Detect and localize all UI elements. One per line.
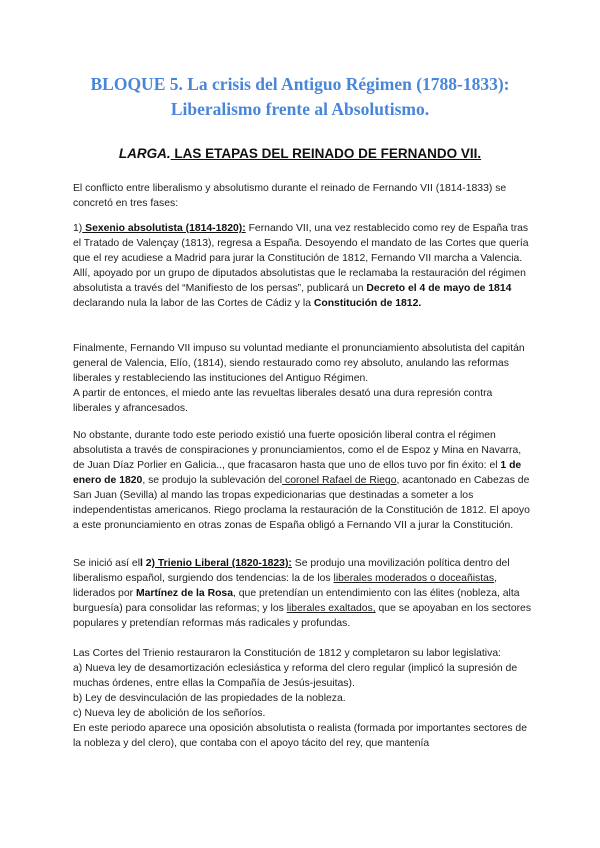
p1-heading: Sexenio absolutista (1814-1820): — [82, 223, 246, 234]
p4-heading: Trienio Liberal (1820-1823): — [155, 558, 292, 569]
p4-number: l 2) — [140, 558, 156, 569]
paragraph-sexenio — [73, 221, 533, 311]
p4-text-3: , liderados por — [73, 573, 497, 599]
p4-exaltados-link[interactable]: liberales exaltados, — [286, 603, 376, 614]
section-subtitle — [72, 146, 528, 161]
p5-closing: En este periodo aparece una oposición absolutista o realista (formada por importantes sectores de la nobleza y del clero), que contaba con el apoyo tácito del rey, que mantenía — [73, 723, 527, 749]
paragraph-restauracion — [73, 341, 533, 416]
p5-item-c: c) Nueva ley de abolición de los señoríos. — [73, 708, 266, 719]
p4-moderados-link[interactable]: liberales moderados o doceañistas — [333, 573, 495, 584]
p1-text-1: Fernando VII, una vez restablecido como rey de España tras el Tratado de Valençay (1813), regresa a España. Desoyendo el mandato de las Cortes que quería que el rey acudiese a Madrid para jurar la Constitución de 1812, Fernando VII marcha a Valencia. Allí, apoyado por un grupo de diputados absolutistas que le reclamaba la restauración del régimen absolutista a través del “Manifiesto de los persas”, publicará un — [73, 223, 529, 294]
p4-bold-martinez: Martínez de la Rosa — [135, 588, 233, 599]
intro-paragraph: El conflicto entre liberalismo y absolutismo durante el reinado de Fernando VII (1814-1833) se concretó en tres fases: — [73, 183, 507, 209]
p3-text-1: No obstante, durante todo este periodo existió una fuerte oposición liberal contra el régimen absolutista a través de conspiraciones y pronunciamientos, como el de Espoz y Mina en Navarra, de Juan Díaz Porlier en Galicia.., que fracasaron hasta que uno de ellos tuvo por fin éxito: el — [73, 430, 522, 471]
title-line-1: BLOQUE 5. La crisis del Antiguo Régimen (1788-1833): — [90, 74, 510, 94]
p4-text-2: Se produjo una movilización política dentro del liberalismo español, surgiendo dos tendencias: la de los — [73, 558, 510, 584]
paragraph-oposicion — [73, 428, 533, 533]
p1-bold-constitucion: Constitución de 1812. — [313, 298, 422, 309]
p1-bold-decreto: Decreto el 4 de mayo de 1814 — [366, 283, 512, 294]
p4-text-1: Se inició así el — [73, 558, 140, 569]
p3-text-2: , se produjo la sublevación del — [142, 475, 283, 486]
subtitle-larga: LARGA. — [118, 146, 171, 161]
paragraph-trienio — [73, 556, 533, 631]
paragraph-cortes-trienio — [73, 646, 533, 751]
p3-text-3: , acantonado en Cabezas de San Juan (Sevilla) al mando las tropas expedicionarias que destinadas a someter a los independentistas americanos. Riego proclama la restauración de la Constitución de 1812. El apoyo a este pronunciamiento en otras zonas de España obligó a Fernando VII a jurar la Constitución. — [73, 475, 530, 531]
p3-bold-date: 1 de enero de 1820 — [73, 460, 522, 486]
document-title — [40, 72, 560, 122]
subtitle-text: LAS ETAPAS DEL REINADO DE FERNANDO VII. — [170, 146, 482, 161]
p2-text: Finalmente, Fernando VII impuso su voluntad mediante el pronunciamiento absolutista del capitán general de Valencia, Elío, (1814), siendo restaurado como rey absoluto, anulando las reformas liberales y restableciendo las instituciones del Antiguo Régimen. — [73, 343, 525, 384]
p3-riego-link[interactable]: coronel Rafael de Riego — [282, 475, 397, 486]
p1-text-2: declarando nula la labor de las Cortes de Cádiz y la — [73, 298, 314, 309]
p5-item-a: a) Nueva ley de desamortización eclesiástica y reforma del clero regular (implicó la supresión de muchas órdenes, entre ellas la Compañía de Jesús-jesuitas). — [73, 663, 518, 689]
p5-item-b: b) Ley de desvinculación de las propiedades de la nobleza. — [73, 693, 346, 704]
p4-text-5: que se apoyaban en los sectores populares y pretendían reformas más radicales y profundas. — [73, 603, 532, 629]
p4-text-4: , que pretendían un entendimiento con las élites (nobleza, alta burguesía) para consolidar las reformas; y los — [73, 588, 520, 614]
p2b-text: A partir de entonces, el miedo ante las revueltas liberales desató una dura represión contra liberales y afrancesados. — [73, 388, 493, 414]
p1-number: 1) — [73, 223, 83, 234]
title-line-2: Liberalismo frente al Absolutismo. — [170, 99, 430, 119]
p5-intro: Las Cortes del Trienio restauraron la Constitución de 1812 y completaron su labor legislativa: — [73, 648, 501, 659]
